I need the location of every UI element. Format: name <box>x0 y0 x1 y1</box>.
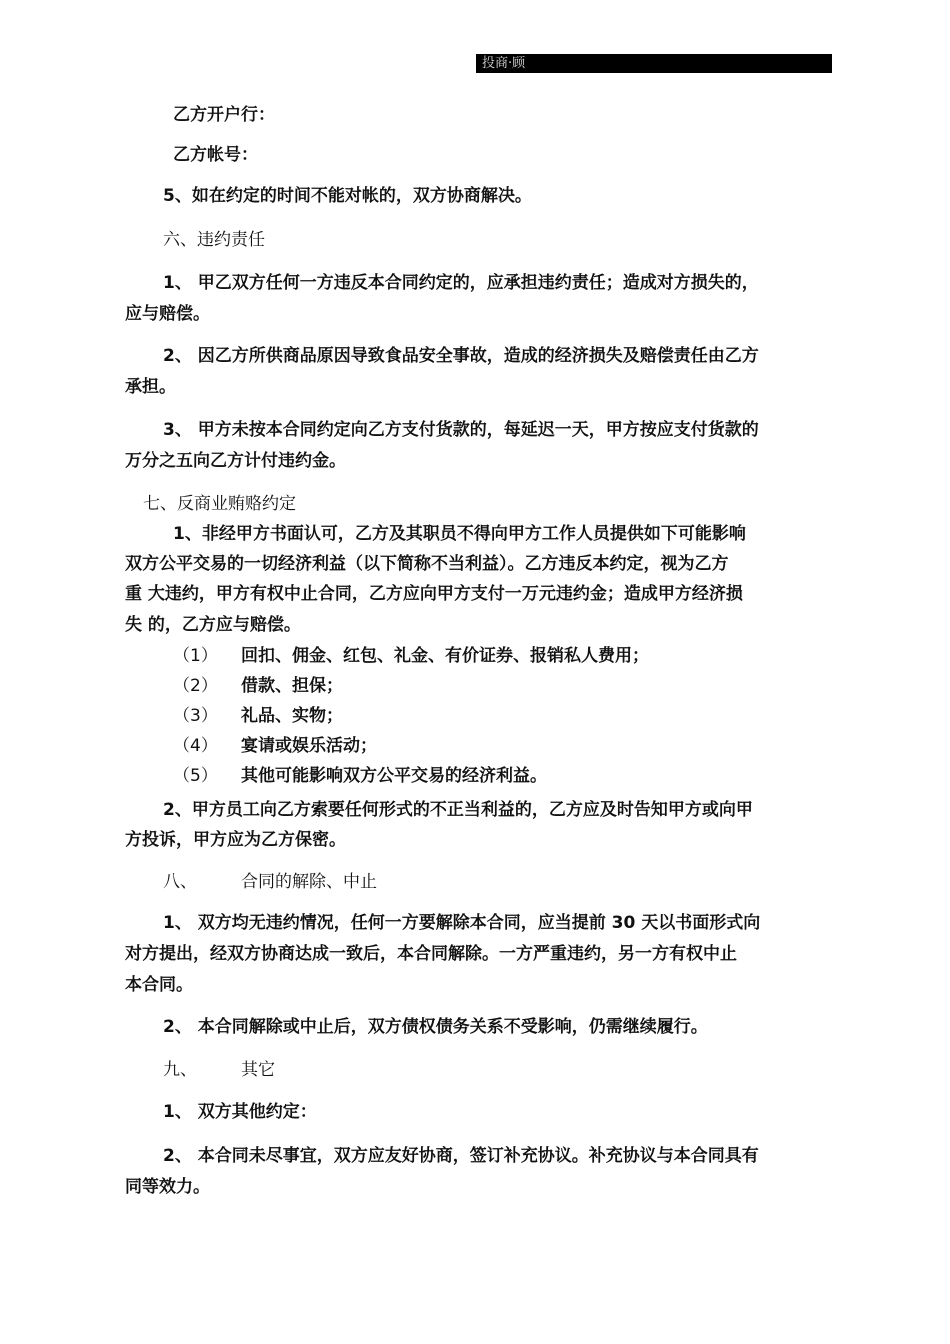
clause-6-3-line-2: 万分之五向乙方计付违约金。 <box>125 451 346 471</box>
section-6-heading: 六、违约责任 <box>163 230 265 250</box>
header-text: 投商·顾 <box>482 56 526 71</box>
clause-8-1-line-2: 对方提出，经双方协商达成一致后，本合同解除。一方严重违约，另一方有权中止 <box>125 944 737 964</box>
section-9-number: 九、 <box>163 1060 197 1080</box>
list-item-number: （3） <box>173 706 218 726</box>
section-9-heading <box>163 1055 873 1086</box>
clause-9-2-line-2: 同等效力。 <box>125 1177 210 1197</box>
clause-6-2-line-1: 2、 因乙方所供商品原因导致食品安全事故，造成的经济损失及赔偿责任由乙方 <box>163 346 759 366</box>
clause-8-1-line-1: 1、 双方均无违约情况，任何一方要解除本合同，应当提前 30 天以书面形式向 <box>163 913 761 933</box>
list-item-number: （4） <box>173 736 218 756</box>
header-bar <box>476 54 832 73</box>
list-item <box>173 642 649 670</box>
clause-8-2: 2、 本合同解除或中止后，双方债权债务关系不受影响，仍需继续履行。 <box>163 1017 708 1037</box>
clause-9-2-line-1: 2、 本合同未尽事宜，双方应友好协商，签订补充协议。补充协议与本合同具有 <box>163 1146 759 1166</box>
clause-6-1-line-2: 应与赔偿。 <box>125 304 210 324</box>
clause-8-1-line-3: 本合同。 <box>125 975 193 995</box>
section-8-number: 八、 <box>163 872 197 892</box>
section-8-title: 合同的解除、中止 <box>241 872 377 892</box>
clause-6-1-line-1: 1、 甲乙双方任何一方违反本合同约定的，应承担违约责任；造成对方损失的， <box>163 273 759 293</box>
clause-9-1: 1、 双方其他约定： <box>163 1102 317 1122</box>
list-item-text: 借款、担保； <box>241 676 343 696</box>
clause-6-2-line-2: 承担。 <box>125 377 176 397</box>
list-item-text: 回扣、佣金、红包、礼金、有价证券、报销私人费用； <box>241 646 649 666</box>
list-item <box>173 762 547 790</box>
section-7-heading: 七、反商业贿赂约定 <box>143 494 296 514</box>
list-item <box>173 732 377 760</box>
clause-7-1-line-3: 重 大违约，甲方有权中止合同，乙方应向甲方支付一万元违约金；造成甲方经济损 <box>125 584 743 604</box>
clause-7-1-line-1: 1、非经甲方书面认可，乙方及其职员不得向甲方工作人员提供如下可能影响 <box>173 524 746 544</box>
bank-line: 乙方开户行： <box>173 105 275 125</box>
clause-7-1-line-2: 双方公平交易的一切经济利益（以下简称不当利益）。乙方违反本约定，视为乙方 <box>125 554 729 574</box>
section-8-heading <box>163 867 873 898</box>
account-line: 乙方帐号： <box>173 145 258 165</box>
list-item-text: 宴请或娱乐活动； <box>241 736 377 756</box>
clause-6-3-line-1: 3、 甲方未按本合同约定向乙方支付货款的，每延迟一天，甲方按应支付货款的 <box>163 420 759 440</box>
list-item <box>173 702 343 730</box>
list-item-number: （2） <box>173 676 218 696</box>
list-item-number: （1） <box>173 646 218 666</box>
list-item <box>173 672 343 700</box>
clause-7-1-line-4: 失 的，乙方应与赔偿。 <box>125 615 301 635</box>
list-item-number: （5） <box>173 766 218 786</box>
clause-5: 5、如在约定的时间不能对帐的，双方协商解决。 <box>163 186 532 206</box>
section-9-title: 其它 <box>241 1060 275 1080</box>
clause-7-2-line-1: 2、甲方员工向乙方索要任何形式的不正当利益的，乙方应及时告知甲方或向甲 <box>163 800 753 820</box>
list-item-text: 礼品、实物； <box>241 706 343 726</box>
clause-7-2-line-2: 方投诉，甲方应为乙方保密。 <box>125 830 346 850</box>
list-item-text: 其他可能影响双方公平交易的经济利益。 <box>241 766 547 786</box>
